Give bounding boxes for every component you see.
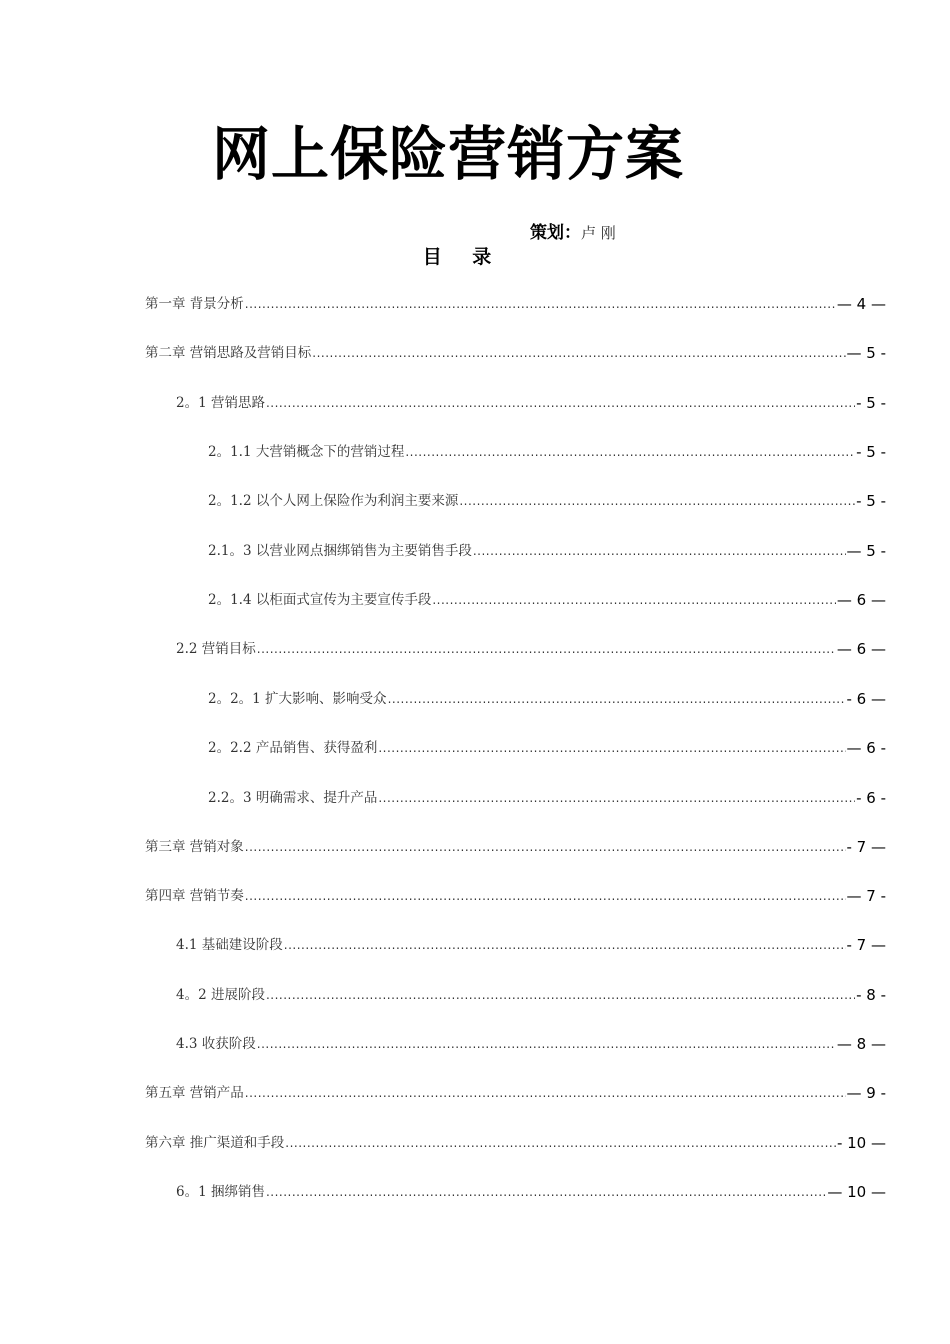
toc-entry[interactable] bbox=[208, 736, 886, 758]
toc-leader-dots bbox=[245, 886, 846, 906]
toc-page-number: — 10 — bbox=[827, 1183, 886, 1201]
toc-page-number: - 7 — bbox=[846, 936, 886, 954]
toc-leader-dots bbox=[266, 985, 855, 1005]
toc-page-number: — 4 — bbox=[836, 295, 886, 313]
toc-entry-label: 2。2。1 扩大影响、影响受众 bbox=[208, 691, 387, 707]
toc-leader-dots bbox=[266, 393, 855, 413]
toc-entry[interactable] bbox=[176, 933, 886, 955]
toc-page-number: - 5 - bbox=[856, 492, 886, 510]
toc-entry[interactable] bbox=[208, 539, 886, 561]
toc-entry-label: 第一章 背景分析 bbox=[145, 296, 244, 312]
toc-entry-label: 第五章 营销产品 bbox=[145, 1085, 244, 1101]
toc-leader-dots bbox=[473, 541, 846, 561]
toc-entry[interactable] bbox=[176, 983, 886, 1005]
toc-entry-label: 4。2 进展阶段 bbox=[176, 987, 265, 1003]
toc-entry[interactable] bbox=[176, 637, 886, 659]
toc-page-number: - 7 — bbox=[846, 838, 886, 856]
toc-entry[interactable] bbox=[208, 786, 886, 808]
toc-entry[interactable] bbox=[145, 835, 886, 857]
author-name: 卢 刚 bbox=[581, 224, 616, 242]
toc-entry-label: 4.1 基础建设阶段 bbox=[176, 937, 283, 953]
toc-page-number: - 6 — bbox=[846, 690, 886, 708]
toc-leader-dots bbox=[257, 639, 836, 659]
toc-entry-label: 6。1 捆绑销售 bbox=[176, 1184, 265, 1200]
toc-entry-label: 2。1 营销思路 bbox=[176, 395, 265, 411]
toc-entry-label: 2。2.2 产品销售、获得盈利 bbox=[208, 740, 378, 756]
toc-entry-label: 第四章 营销节奏 bbox=[145, 888, 244, 904]
author-label: 策划： bbox=[530, 223, 581, 243]
toc-page-number: — 8 — bbox=[836, 1035, 886, 1053]
toc-leader-dots bbox=[245, 837, 846, 857]
toc-entry[interactable] bbox=[208, 440, 886, 462]
toc-entry[interactable] bbox=[208, 687, 886, 709]
toc-entry-label: 2.2 营销目标 bbox=[176, 641, 256, 657]
toc-entry[interactable] bbox=[145, 292, 886, 314]
toc-leader-dots bbox=[378, 788, 855, 808]
toc-leader-dots bbox=[312, 343, 845, 363]
toc-entry-label: 第三章 营销对象 bbox=[145, 839, 244, 855]
toc-page-number: — 5 - bbox=[846, 542, 886, 560]
toc-page-number: — 6 — bbox=[836, 591, 886, 609]
toc-entry[interactable] bbox=[176, 1032, 886, 1054]
toc-leader-dots bbox=[257, 1034, 836, 1054]
toc-entry-label: 2。1.1 大营销概念下的营销过程 bbox=[208, 444, 405, 460]
toc-leader-dots bbox=[266, 1182, 826, 1202]
toc-page-number: - 10 — bbox=[836, 1134, 886, 1152]
toc-page-number: - 5 - bbox=[856, 443, 886, 461]
toc-entry[interactable] bbox=[176, 1180, 886, 1202]
toc-heading: 目 录 bbox=[422, 246, 504, 268]
toc-entry-label: 2。1.4 以柜面式宣传为主要宣传手段 bbox=[208, 592, 432, 608]
toc-entry-label: 第二章 营销思路及营销目标 bbox=[145, 345, 312, 361]
toc-entry-label: 4.3 收获阶段 bbox=[176, 1036, 256, 1052]
toc-leader-dots bbox=[388, 689, 846, 709]
toc-entry-label: 2.1。3 以营业网点捆绑销售为主要销售手段 bbox=[208, 543, 472, 559]
toc-leader-dots bbox=[432, 590, 836, 610]
toc-page-number: — 6 — bbox=[836, 640, 886, 658]
toc-leader-dots bbox=[378, 738, 845, 758]
toc-entry[interactable] bbox=[145, 884, 886, 906]
toc-entry-label: 2.2。3 明确需求、提升产品 bbox=[208, 790, 378, 806]
toc-page-number: — 5 - bbox=[846, 344, 886, 362]
toc-entry-label: 第六章 推广渠道和手段 bbox=[145, 1135, 285, 1151]
toc-page-number: - 5 - bbox=[856, 394, 886, 412]
toc-leader-dots bbox=[245, 294, 836, 314]
toc-page-number: - 8 - bbox=[856, 986, 886, 1004]
toc-page-number: — 9 - bbox=[846, 1084, 886, 1102]
toc-entry[interactable] bbox=[208, 489, 886, 511]
toc-leader-dots bbox=[459, 491, 855, 511]
toc-entry[interactable] bbox=[145, 1131, 886, 1153]
toc-entry[interactable] bbox=[145, 1081, 886, 1103]
toc-leader-dots bbox=[284, 935, 846, 955]
toc-leader-dots bbox=[405, 442, 855, 462]
toc-page-number: - 6 - bbox=[856, 789, 886, 807]
toc-entry[interactable] bbox=[176, 391, 886, 413]
toc-page-number: — 7 - bbox=[846, 887, 886, 905]
toc-leader-dots bbox=[245, 1083, 846, 1103]
document-title: 网上保险营销方案 bbox=[211, 120, 684, 188]
toc-entry[interactable] bbox=[145, 341, 886, 363]
toc-entry-label: 2。1.2 以个人网上保险作为利润主要来源 bbox=[208, 493, 459, 509]
toc-page-number: — 6 - bbox=[846, 739, 886, 757]
toc-entry[interactable] bbox=[208, 588, 886, 610]
toc-leader-dots bbox=[285, 1133, 836, 1153]
